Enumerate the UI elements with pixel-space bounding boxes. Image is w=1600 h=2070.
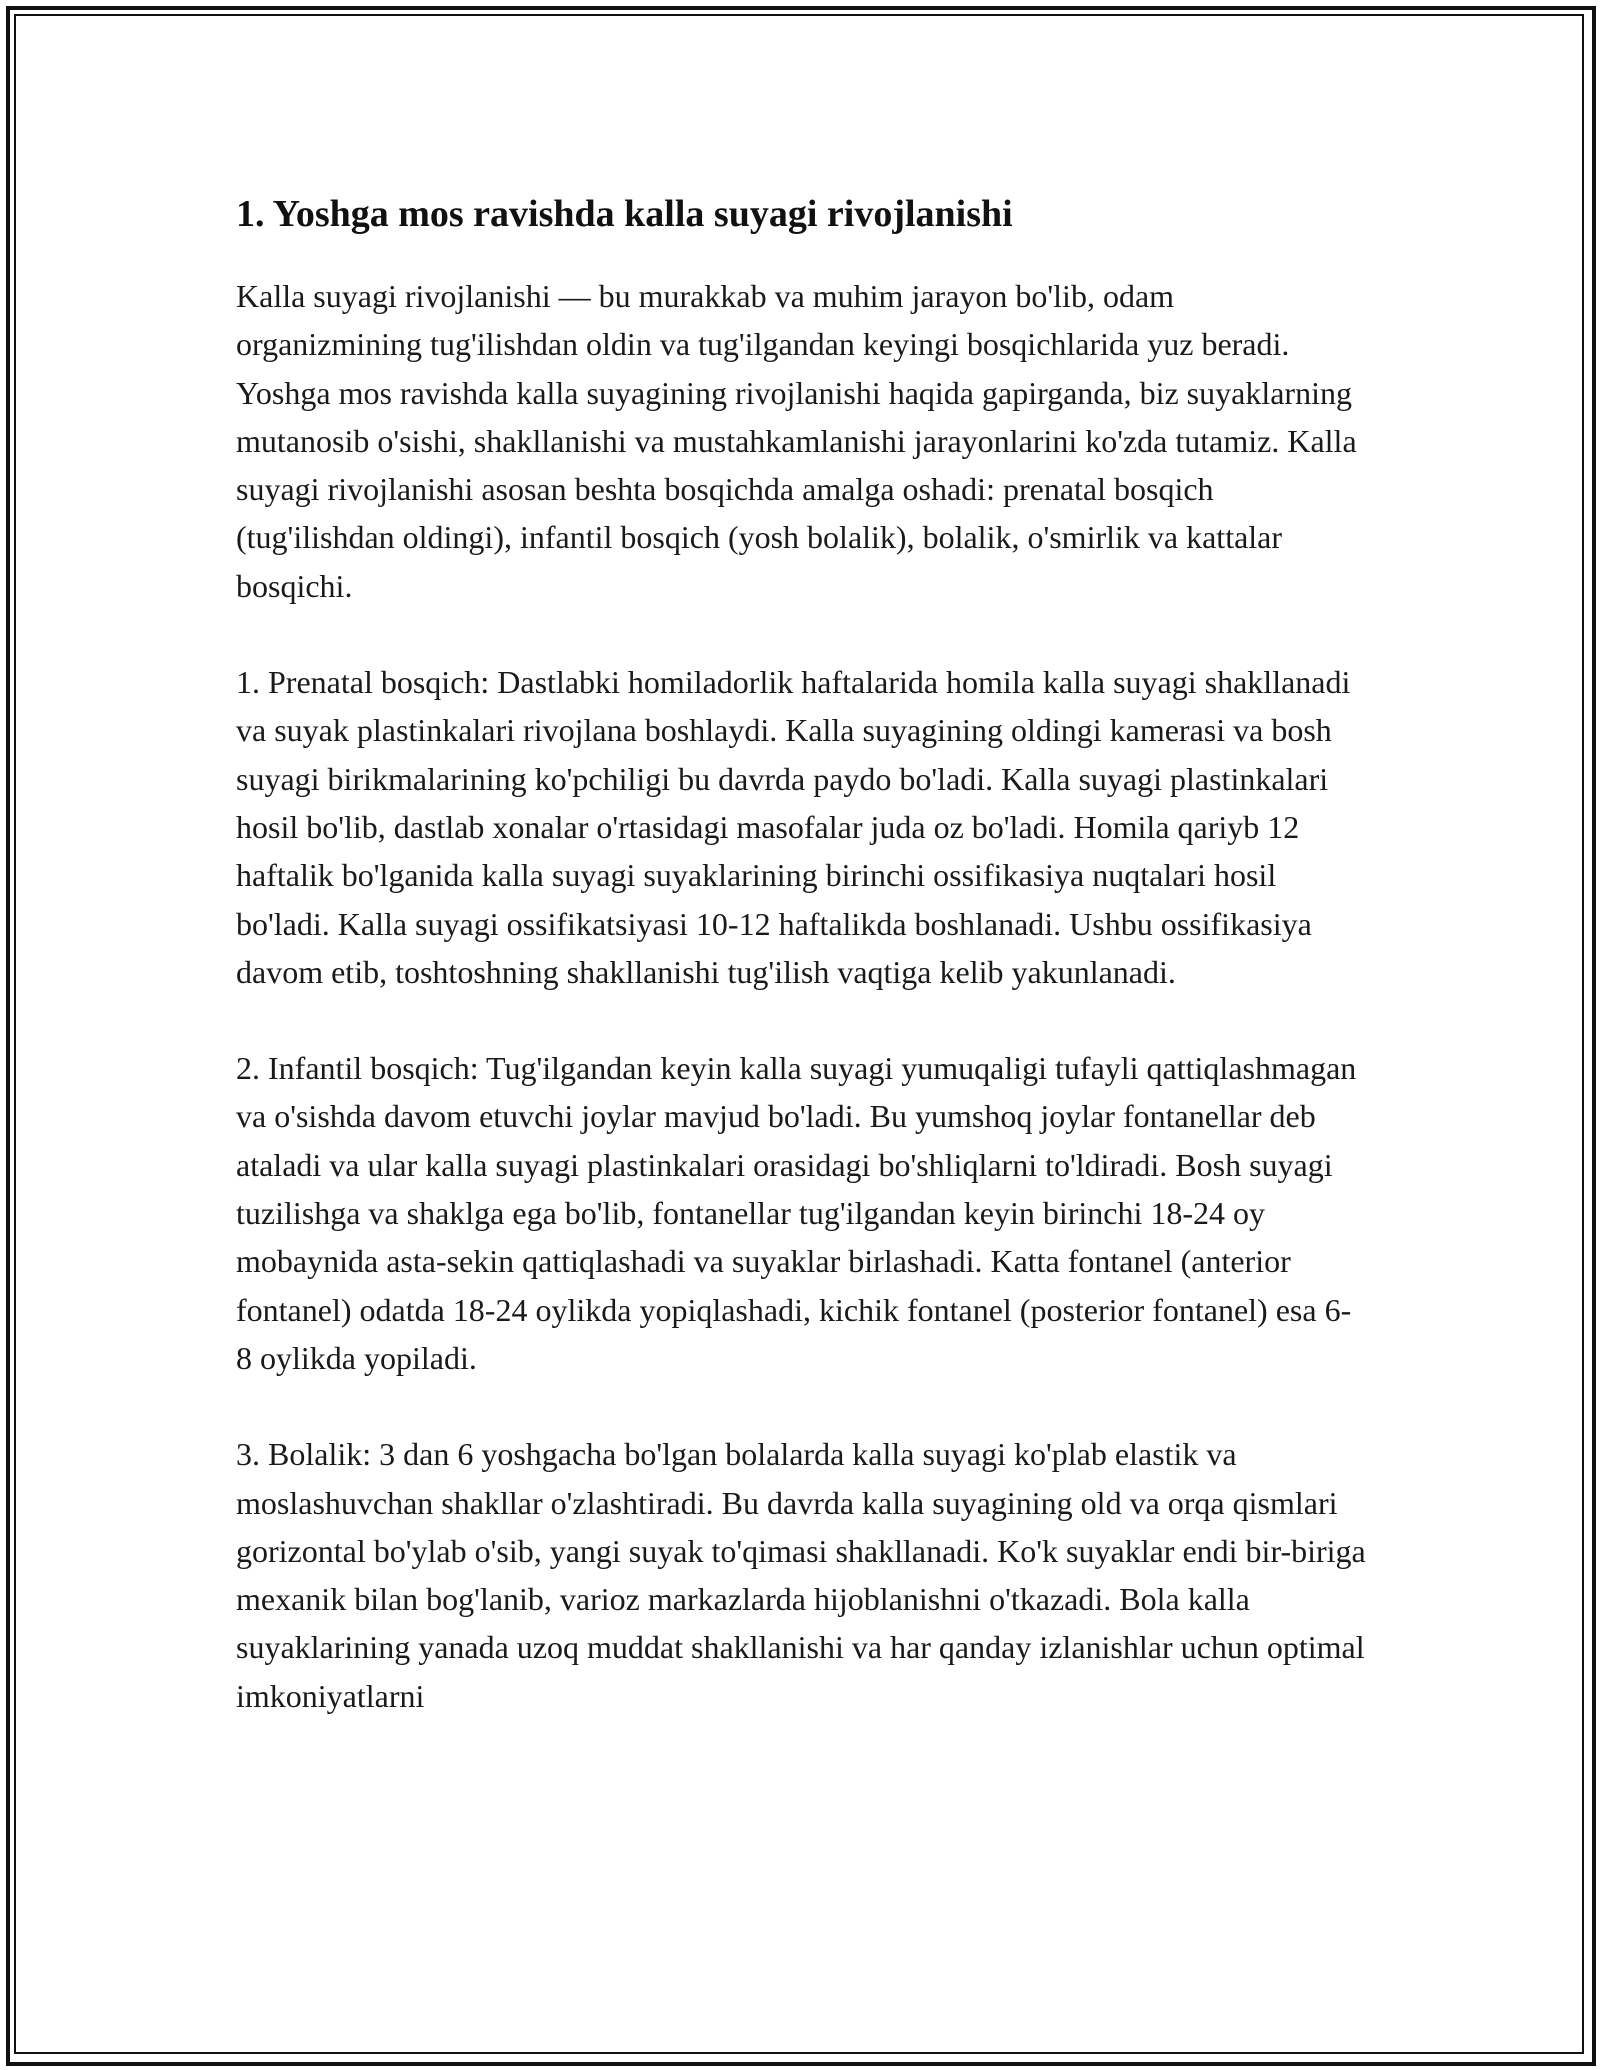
paragraph-prenatal: 1. Prenatal bosqich: Dastlabki homiladorlik haftalarida homila kalla suyagi shakllanadi va suyak plastinkalari rivojlana boshlaydi. Kalla suyagining oldingi kamerasi va bosh suyagi birikmalarining ko'pchiligi bu davrda paydo bo'ladi. Kalla suyagi plastinkalari hosil bo'lib, dastlab xonalar o'rtasidagi masofalar juda oz bo'ladi. Homila qariyb 12 haftalik bo'lganida kalla suyagi suyaklarining birinchi ossifikasiya nuqtalari hosil bo'ladi. Kalla suyagi ossifikatsiyasi 10-12 haftalikda boshlanadi. Ushbu ossifikasiya davom etib, toshtoshning shakllanishi tug'ilish vaqtiga kelib yakunlanadi. — [236, 664, 1351, 990]
document-title: 1. Yoshga mos ravishda kalla suyagi rivojlanishi — [236, 193, 1013, 235]
document-body — [236, 186, 1366, 1768]
paragraph-childhood: 3. Bolalik: 3 dan 6 yoshgacha bo'lgan bolalarda kalla suyagi ko'plab elastik va moslashuvchan shakllar o'zlashtiradi. Bu davrda kalla suyagining old va orqa qismlari gorizontal bo'ylab o'sib, yangi suyak to'qimasi shakllanadi. Ko'k suyaklar endi bir-biriga mexanik bilan bog'lanib, varioz markazlarda hijoblanishni o'tkazadi. Bola kalla suyaklarining yanada uzoq muddat shakllanishi va har qanday izlanishlar uchun optimal imkoniyatlarni — [236, 1436, 1366, 1714]
paragraph-intro: Kalla suyagi rivojlanishi — bu murakkab va muhim jarayon bo'lib, odam organizmining tug'ilishdan oldin va tug'ilgandan keyingi bosqichlarida yuz beradi. Yoshga mos ravishda kalla suyagining rivojlanishi haqida gapirganda, biz suyaklarning mutanosib o'sishi, shakllanishi va mustahkamlanishi jarayonlarini ko'zda tutamiz. Kalla suyagi rivojlanishi asosan beshta bosqichda amalga oshadi: prenatal bosqich (tug'ilishdan oldingi), infantil bosqich (yosh bolalik), bolalik, o'smirlik va kattalar bosqichi. — [236, 278, 1357, 604]
paragraph-infantile: 2. Infantil bosqich: Tug'ilgandan keyin kalla suyagi yumuqaligi tufayli qattiqlashmagan va o'sishda davom etuvchi joylar mavjud bo'ladi. Bu yumshoq joylar fontanellar deb ataladi va ular kalla suyagi plastinkalari orasidagi bo'shliqlarni to'ldiradi. Bosh suyagi tuzilishga va shaklga ega bo'lib, fontanellar tug'ilgandan keyin birinchi 18-24 oy mobaynida asta-sekin qattiqlashadi va suyaklar birlashadi. Katta fontanel (anterior fontanel) odatda 18-24 oylikda yopiqlashadi, kichik fontanel (posterior fontanel) esa 6-8 oylikda yopiladi. — [236, 1050, 1357, 1376]
